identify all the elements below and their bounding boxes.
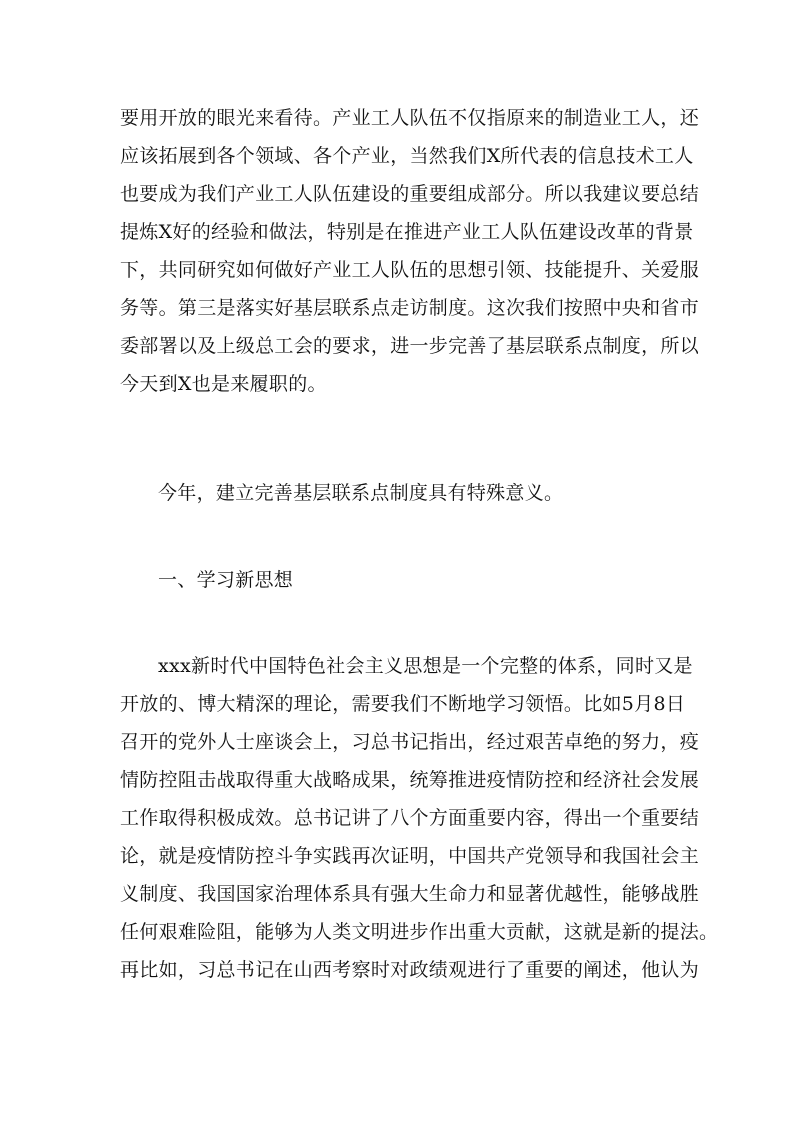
paragraph-line: 论，就是疫情防控斗争实践再次证明，中国共产党领导和我国社会主: [120, 845, 700, 867]
paragraph-line: 任何艰难险阻，能够为人类文明进步作出重大贡献，这就是新的提法。: [120, 921, 719, 943]
paragraph-line: 也要成为我们产业工人队伍建设的重要组成部分。所以我建议要总结: [120, 183, 700, 205]
paragraph-line: 召开的党外人士座谈会上，习总书记指出，经过艰苦卓绝的努力，疫: [120, 731, 700, 753]
paragraph-line: 工作取得积极成效。总书记讲了八个方面重要内容，得出一个重要结: [120, 807, 700, 829]
paragraph-line: 务等。第三是落实好基层联系点走访制度。这次我们按照中央和省市: [120, 297, 700, 319]
paragraph-line: 应该拓展到各个领域、各个产业，当然我们X所代表的信息技术工人: [120, 145, 694, 167]
paragraph-line: 委部署以及上级总工会的要求，进一步完善了基层联系点制度，所以: [120, 335, 700, 357]
paragraph-line: 开放的、博大精深的理论，需要我们不断地学习领悟。比如5月8日: [120, 693, 686, 715]
paragraph-line: 情防控阻击战取得重大战略成果，统筹推进疫情防控和经济社会发展: [120, 769, 700, 791]
paragraph-line: 下，共同研究如何做好产业工人队伍的思想引领、技能提升、关爱服: [120, 259, 700, 281]
section-heading: 一、学习新思想: [158, 569, 294, 591]
paragraph-line: 要用开放的眼光来看待。产业工人队伍不仅指原来的制造业工人，还: [120, 107, 700, 129]
paragraph-text: 今年，建立完善基层联系点制度具有特殊意义。: [158, 482, 564, 504]
paragraph-line: 义制度、我国国家治理体系具有强大生命力和显著优越性，能够战胜: [120, 883, 700, 905]
paragraph-line: 今天到X也是来履职的。: [120, 373, 327, 395]
paragraph-line: 提炼X好的经验和做法，特别是在推进产业工人队伍建设改革的背景: [120, 221, 694, 243]
paragraph-line: 再比如，习总书记在山西考察时对政绩观进行了重要的阐述，他认为: [120, 959, 700, 981]
paragraph-line: xxx新时代中国特色社会主义思想是一个完整的体系，同时又是: [158, 655, 693, 677]
